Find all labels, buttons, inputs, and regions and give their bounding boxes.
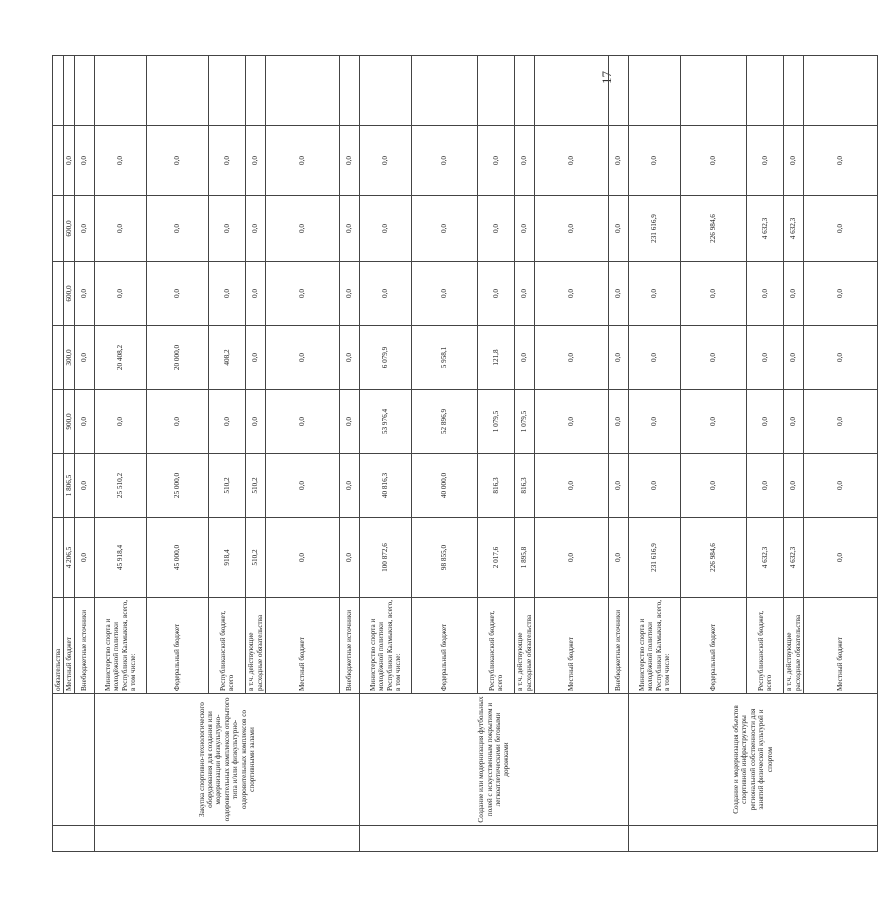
empty-cell [53,56,64,126]
measure-name-cell: Закупка спортивно-технологического оборудования для создания или модернизации физкультурно-оздоровительных комплексов открытого типа и/или физкультурно-оздоровительных комплексов со спортивными залами [95,694,360,826]
table-row [629,56,681,852]
value-cell: 0,0 [340,262,360,326]
value-cell: 226 984,6 [681,196,747,262]
value-cell: 0,0 [246,196,266,262]
value-cell: 600,0 [64,262,75,326]
value-cell: 20 408,2 [95,326,147,390]
value-cell: 816,3 [515,454,535,518]
source-cell: Местный бюджет [804,598,878,694]
value-cell: 0,0 [75,518,95,598]
value-cell: 0,0 [95,126,147,196]
value-cell: 0,0 [147,126,209,196]
value-cell: 0,0 [629,326,681,390]
source-cell: в т.ч. действующие расходные обязательства [784,598,804,694]
value-cell: 0,0 [535,196,609,262]
value-cell: 0,0 [266,126,340,196]
value-cell: 0,0 [95,196,147,262]
value-cell: 0,0 [515,262,535,326]
value-cell: 1 079,5 [515,390,535,454]
value-cell: 0,0 [535,126,609,196]
value-cell: 0,0 [535,326,609,390]
value-cell: 0,0 [515,196,535,262]
value-cell: 0,0 [75,262,95,326]
value-cell: 25 000,0 [147,454,209,518]
value-cell: 0,0 [340,390,360,454]
value-cell: 4 632,3 [784,518,804,598]
source-cell: Федеральный бюджет [147,598,209,694]
value-cell: 0,0 [804,196,878,262]
value-cell: 0,0 [340,454,360,518]
source-cell: в т.ч. действующие расходные обязательства [515,598,535,694]
value-cell: 0,0 [681,390,747,454]
value-cell: 4 632,3 [747,518,784,598]
value-cell: 0,0 [266,326,340,390]
value-cell: 53 976,4 [360,390,412,454]
value-cell: 20 000,0 [147,326,209,390]
value-cell: 121,8 [478,326,515,390]
value-cell: 0,0 [266,390,340,454]
value-cell: 0,0 [360,196,412,262]
value-cell: 900,0 [64,390,75,454]
value-cell: 0,0 [75,126,95,196]
source-cell: Внебюджетные источники [609,598,629,694]
value-cell: 0,0 [95,262,147,326]
empty-cell [515,56,535,126]
value-cell: 0,0 [804,326,878,390]
value-cell: 0,0 [75,390,95,454]
value-cell: 4 206,5 [64,518,75,598]
value-cell: 0,0 [75,454,95,518]
value-cell: 0,0 [609,390,629,454]
value-cell: 0,0 [246,126,266,196]
value-cell: 0,0 [681,326,747,390]
value-cell: 0,0 [609,454,629,518]
value-cell: 816,3 [478,454,515,518]
value-cell: 0,0 [360,126,412,196]
value-cell: 0,0 [75,196,95,262]
empty-cell [609,56,629,126]
source-cell: Министерство спорта и молодёжной политики Республики Калмыкия, всего, в том числе: [95,598,147,694]
value-cell: 0,0 [64,126,75,196]
value-cell: 0,0 [784,390,804,454]
empty-cell [412,56,478,126]
value-cell: 0,0 [804,454,878,518]
value-cell: 408,2 [209,326,246,390]
value-cell: 0,0 [360,262,412,326]
source-cell: Местный бюджет [64,598,75,694]
value-cell: 0,0 [804,262,878,326]
value-cell: 45 000,0 [147,518,209,598]
value-cell: 0,0 [629,262,681,326]
value-cell: 0,0 [478,126,515,196]
value-cell: 6 079,9 [360,326,412,390]
value-cell: 510,2 [209,454,246,518]
source-cell: Министерство спорта и молодёжной политики Республики Калмыкия, всего, в том числе: [629,598,681,694]
value-cell: 0,0 [246,326,266,390]
empty-cell [784,56,804,126]
value-cell: 0,0 [784,126,804,196]
empty-cell [340,56,360,126]
value-cell: 40 816,3 [360,454,412,518]
value-cell: 0,0 [609,326,629,390]
measure-name-cell: Создание или модернизация футбольных полей с искусственным покрытием и легкоатлетическими беговыми дорожками [360,694,629,826]
value-cell: 25 510,2 [95,454,147,518]
value-cell: 0,0 [535,262,609,326]
value-cell: 0,0 [209,262,246,326]
value-cell: 918,4 [209,518,246,598]
value-cell: 510,2 [246,454,266,518]
value-cell: 0,0 [609,518,629,598]
value-cell: 0,0 [246,390,266,454]
value-cell: 40 000,0 [412,454,478,518]
value-cell: 0,0 [681,262,747,326]
value-cell: 0,0 [535,454,609,518]
value-cell: 0,0 [412,126,478,196]
value-cell: 0,0 [209,126,246,196]
value-cell: 0,0 [681,454,747,518]
group-cell [95,826,360,852]
value-cell: 0,0 [609,196,629,262]
empty-cell [747,56,784,126]
value-cell: 52 896,9 [412,390,478,454]
value-cell: 0,0 [478,196,515,262]
group-cell [629,826,878,852]
value-cell: 0,0 [95,390,147,454]
source-cell: Внебюджетные источники [340,598,360,694]
value-cell: 0,0 [266,454,340,518]
empty-cell [53,196,64,262]
value-cell: 231 616,9 [629,518,681,598]
value-cell: 0,0 [609,262,629,326]
value-cell: 0,0 [147,262,209,326]
source-cell: Республиканский бюджет, всего [747,598,784,694]
value-cell: 1 895,8 [515,518,535,598]
value-cell: 4 632,3 [784,196,804,262]
empty-cell [53,390,64,454]
value-cell: 0,0 [266,196,340,262]
empty-cell [804,56,878,126]
value-cell: 0,0 [784,454,804,518]
measure-name-cell [53,694,95,826]
empty-cell [53,518,64,598]
source-cell: Министерство спорта и молодёжной политики Республики Калмыкия, всего, в том числе: [360,598,412,694]
value-cell: 0,0 [535,518,609,598]
empty-cell [95,56,147,126]
source-cell: Республиканский бюджет, всего [478,598,515,694]
value-cell: 0,0 [629,390,681,454]
table-row [95,56,147,852]
value-cell: 600,0 [64,196,75,262]
empty-cell [64,56,75,126]
empty-cell [53,126,64,196]
value-cell: 45 918,4 [95,518,147,598]
table-row [360,56,412,852]
empty-cell [246,56,266,126]
value-cell: 0,0 [266,262,340,326]
page-number: 17 [599,71,614,85]
table-row [53,56,64,852]
value-cell: 0,0 [629,126,681,196]
value-cell: 1 079,5 [478,390,515,454]
value-cell: 0,0 [804,390,878,454]
group-cell [360,826,629,852]
group-cell [53,826,95,852]
empty-cell [360,56,412,126]
value-cell: 2 017,6 [478,518,515,598]
value-cell: 0,0 [246,262,266,326]
value-cell: 0,0 [629,454,681,518]
value-cell: 0,0 [340,196,360,262]
value-cell: 0,0 [75,326,95,390]
value-cell: 0,0 [209,390,246,454]
measure-name-cell: Создание и модернизация объектов спортивной инфраструктуры региональной собственности для занятий физической культурой и спортом [629,694,878,826]
source-cell: Местный бюджет [535,598,609,694]
value-cell: 0,0 [747,454,784,518]
value-cell: 0,0 [412,196,478,262]
value-cell: 226 984,6 [681,518,747,598]
budget-table [52,55,878,852]
value-cell: 0,0 [747,390,784,454]
value-cell: 0,0 [340,518,360,598]
source-cell: в т.ч. действующие расходные обязательства [246,598,266,694]
value-cell: 0,0 [340,326,360,390]
value-cell: 0,0 [784,262,804,326]
value-cell: 4 632,3 [747,196,784,262]
empty-cell [209,56,246,126]
value-cell: 0,0 [747,126,784,196]
value-cell: 0,0 [681,126,747,196]
value-cell: 98 855,0 [412,518,478,598]
empty-cell [53,326,64,390]
table-body [53,56,878,852]
source-cell: Федеральный бюджет [412,598,478,694]
value-cell: 0,0 [147,390,209,454]
value-cell: 0,0 [515,126,535,196]
source-cell: Внебюджетные источники [75,598,95,694]
value-cell: 0,0 [804,518,878,598]
source-cell: обязательства [53,598,64,694]
value-cell: 1 806,5 [64,454,75,518]
source-cell: Местный бюджет [266,598,340,694]
empty-cell [629,56,681,126]
value-cell: 0,0 [340,126,360,196]
value-cell: 0,0 [747,262,784,326]
empty-cell [75,56,95,126]
empty-cell [147,56,209,126]
value-cell: 300,0 [64,326,75,390]
source-cell: Федеральный бюджет [681,598,747,694]
empty-cell [535,56,609,126]
value-cell: 0,0 [515,326,535,390]
value-cell: 0,0 [412,262,478,326]
value-cell: 100 872,6 [360,518,412,598]
value-cell: 0,0 [478,262,515,326]
empty-cell [681,56,747,126]
empty-cell [53,454,64,518]
empty-cell [478,56,515,126]
value-cell: 231 616,9 [629,196,681,262]
value-cell: 0,0 [784,326,804,390]
empty-cell [53,262,64,326]
source-cell: Республиканский бюджет, всего [209,598,246,694]
value-cell: 0,0 [609,126,629,196]
value-cell: 510,2 [246,518,266,598]
value-cell: 0,0 [804,126,878,196]
rotated-table-wrapper [52,56,845,852]
value-cell: 0,0 [147,196,209,262]
value-cell: 0,0 [747,326,784,390]
value-cell: 0,0 [266,518,340,598]
value-cell: 5 958,1 [412,326,478,390]
value-cell: 0,0 [209,196,246,262]
value-cell: 0,0 [535,390,609,454]
empty-cell [266,56,340,126]
